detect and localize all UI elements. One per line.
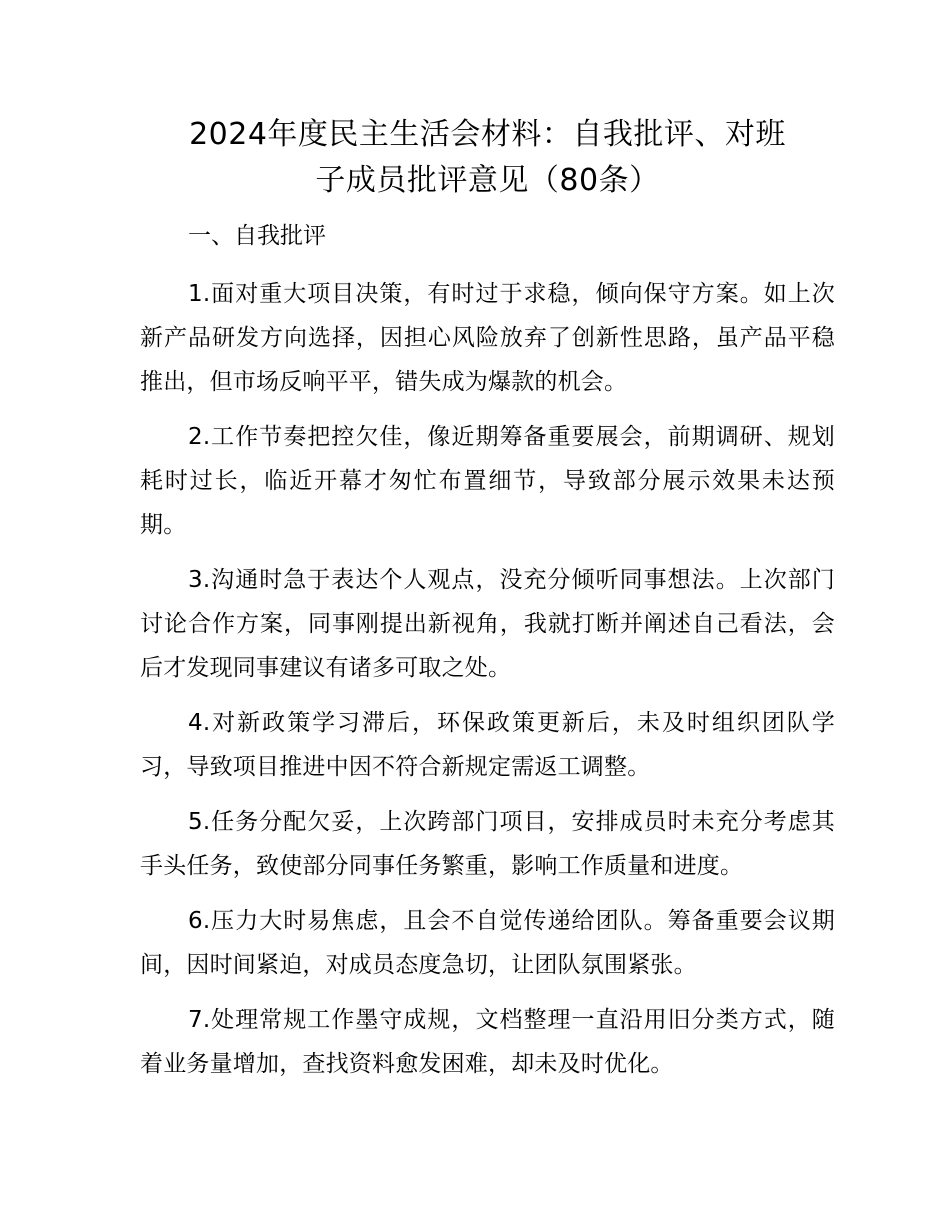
paragraph-7: 7.处理常规工作墨守成规，文档整理一直沿用旧分类方式，随着业务量增加，查找资料愈发困难，却未及时优化。 [140,1007,835,1077]
paragraph-2: 2.工作节奏把控欠佳，像近期筹备重要展会，前期调研、规划耗时过长，临近开幕才匆忙布置细节，导致部分展示效果未达预期。 [140,424,835,538]
paragraph-3: 3.沟通时急于表达个人观点，没充分倾听同事想法。上次部门讨论合作方案，同事刚提出新视角，我就打断并阐述自己看法，会后才发现同事建议有诸多可取之处。 [140,567,835,681]
document-title [140,112,835,204]
section-heading: 一、自我批评 [188,223,326,249]
document-title-line-1: 2024年度民主生活会材料：自我批评、对班 [189,117,786,152]
paragraph-1: 1.面对重大项目决策，有时过于求稳，倾向保守方案。如上次新产品研发方向选择，因担心风险放弃了创新性思路，虽产品平稳推出，但市场反响平平，错失成为爆款的机会。 [140,281,835,395]
paragraph-5: 5.任务分配欠妥，上次跨部门项目，安排成员时未充分考虑其手头任务，致使部分同事任务繁重，影响工作质量和进度。 [140,809,835,879]
document-title-line-2: 子成员批评意见（80条） [315,163,660,198]
paragraph-6: 6.压力大时易焦虑，且会不自觉传递给团队。筹备重要会议期间，因时间紧迫，对成员态度急切，让团队氛围紧张。 [140,908,835,978]
document-page [140,112,835,1097]
paragraph-4: 4.对新政策学习滞后，环保政策更新后，未及时组织团队学习，导致项目推进中因不符合新规定需返工调整。 [140,710,835,780]
